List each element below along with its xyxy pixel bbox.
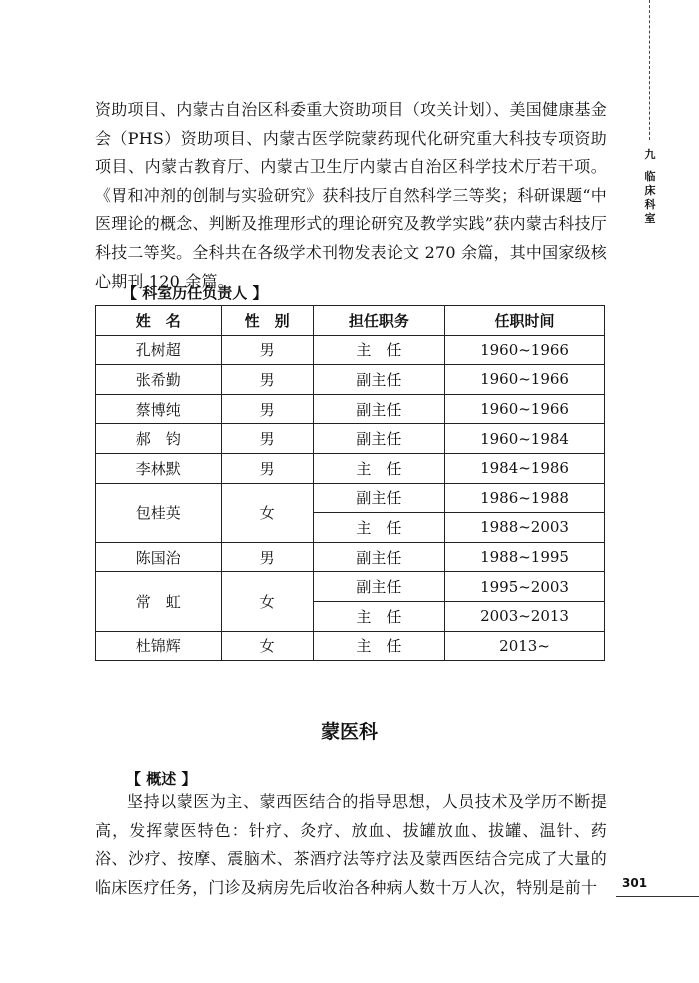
table-row bbox=[96, 542, 605, 572]
header-name: 姓 名 bbox=[96, 306, 222, 336]
body-paragraph-1: 资助项目、内蒙古自治区科委重大资助项目（攻关计划）、美国健康基金会（PHS）资助项目、内蒙古医学院蒙药现代化研究重大科技专项资助项目、内蒙古教育厅、内蒙古卫生厅内蒙古自治区科学技术厅若干项。《胃和冲剂的创制与实验研究》获科技厅自然科学三等奖；科研课题“中医理论的概念、判断及推理形式的理论研究及教学实践”获内蒙古科技厅科技二等奖。全科共在各级学术刊物发表论文 270 余篇，其中国家级核心期刊 120 余篇。 bbox=[95, 100, 607, 291]
body-paragraph-2: 坚持以蒙医为主、蒙西医结合的指导思想，人员技术及学历不断提高，发挥蒙医特色：针疗、灸疗、放血、拔罐放血、拔罐、温针、药浴、沙疗、按摩、震脑术、茶酒疗法等疗法及蒙西医结合完成了大量的临床医疗任务，门诊及病房先后收治各种病人数十万人次，特别是前十 bbox=[95, 792, 607, 897]
cell-name: 常 虹 bbox=[96, 572, 222, 631]
page-number: 301 bbox=[622, 876, 648, 890]
cell-position: 副主任 bbox=[313, 542, 444, 572]
section-title: 蒙医科 bbox=[320, 721, 378, 743]
header-sex: 性 别 bbox=[221, 306, 313, 336]
chapter-number: 九 bbox=[644, 148, 656, 161]
cell-name: 蔡博纯 bbox=[96, 394, 222, 424]
cell-position: 副主任 bbox=[313, 394, 444, 424]
cell-term: 2013~ bbox=[445, 631, 605, 661]
cell-term: 1960~1966 bbox=[445, 394, 605, 424]
cell-name: 杜锦辉 bbox=[96, 631, 222, 661]
cell-position: 主 任 bbox=[313, 453, 444, 483]
chapter-label: 临床科室 bbox=[644, 170, 656, 225]
cell-name: 包桂英 bbox=[96, 483, 222, 542]
table-row bbox=[96, 453, 605, 483]
header-term: 任职时间 bbox=[445, 306, 605, 336]
cell-name: 郝 钧 bbox=[96, 424, 222, 454]
chapter-side-tab bbox=[641, 148, 659, 226]
cell-term: 1988~1995 bbox=[445, 542, 605, 572]
cell-sex: 女 bbox=[221, 631, 313, 661]
cell-position: 副主任 bbox=[313, 424, 444, 454]
cell-name: 陈国治 bbox=[96, 542, 222, 572]
cell-name: 张希勤 bbox=[96, 365, 222, 395]
cell-name: 李林默 bbox=[96, 453, 222, 483]
cell-sex: 男 bbox=[221, 365, 313, 395]
cell-sex: 女 bbox=[221, 483, 313, 542]
table-header-row bbox=[96, 306, 605, 336]
margin-dotted-rule bbox=[649, 0, 650, 140]
cell-name: 孔树超 bbox=[96, 335, 222, 365]
table-row bbox=[96, 483, 605, 513]
leaders-table bbox=[95, 305, 605, 661]
cell-term: 1984~1986 bbox=[445, 453, 605, 483]
table-row bbox=[96, 631, 605, 661]
cell-sex: 女 bbox=[221, 572, 313, 631]
table-row bbox=[96, 394, 605, 424]
leaders-heading: 【 科室历任负责人 】 bbox=[122, 284, 268, 302]
cell-term: 1995~2003 bbox=[445, 572, 605, 602]
cell-position: 副主任 bbox=[313, 483, 444, 513]
table-row bbox=[96, 424, 605, 454]
overview-heading: 【 概述 】 bbox=[126, 770, 197, 788]
cell-term: 1960~1966 bbox=[445, 335, 605, 365]
footer-rule bbox=[616, 896, 699, 897]
table-row bbox=[96, 572, 605, 602]
cell-term: 1988~2003 bbox=[445, 513, 605, 543]
cell-sex: 男 bbox=[221, 453, 313, 483]
cell-term: 1986~1988 bbox=[445, 483, 605, 513]
cell-position: 主 任 bbox=[313, 631, 444, 661]
cell-position: 主 任 bbox=[313, 335, 444, 365]
cell-sex: 男 bbox=[221, 424, 313, 454]
cell-sex: 男 bbox=[221, 394, 313, 424]
cell-sex: 男 bbox=[221, 542, 313, 572]
table-row bbox=[96, 365, 605, 395]
cell-position: 主 任 bbox=[313, 513, 444, 543]
header-position: 担任职务 bbox=[313, 306, 444, 336]
table-row bbox=[96, 335, 605, 365]
cell-term: 1960~1966 bbox=[445, 365, 605, 395]
cell-position: 副主任 bbox=[313, 572, 444, 602]
cell-position: 主 任 bbox=[313, 601, 444, 631]
cell-term: 2003~2013 bbox=[445, 601, 605, 631]
cell-term: 1960~1984 bbox=[445, 424, 605, 454]
cell-position: 副主任 bbox=[313, 365, 444, 395]
cell-sex: 男 bbox=[221, 335, 313, 365]
